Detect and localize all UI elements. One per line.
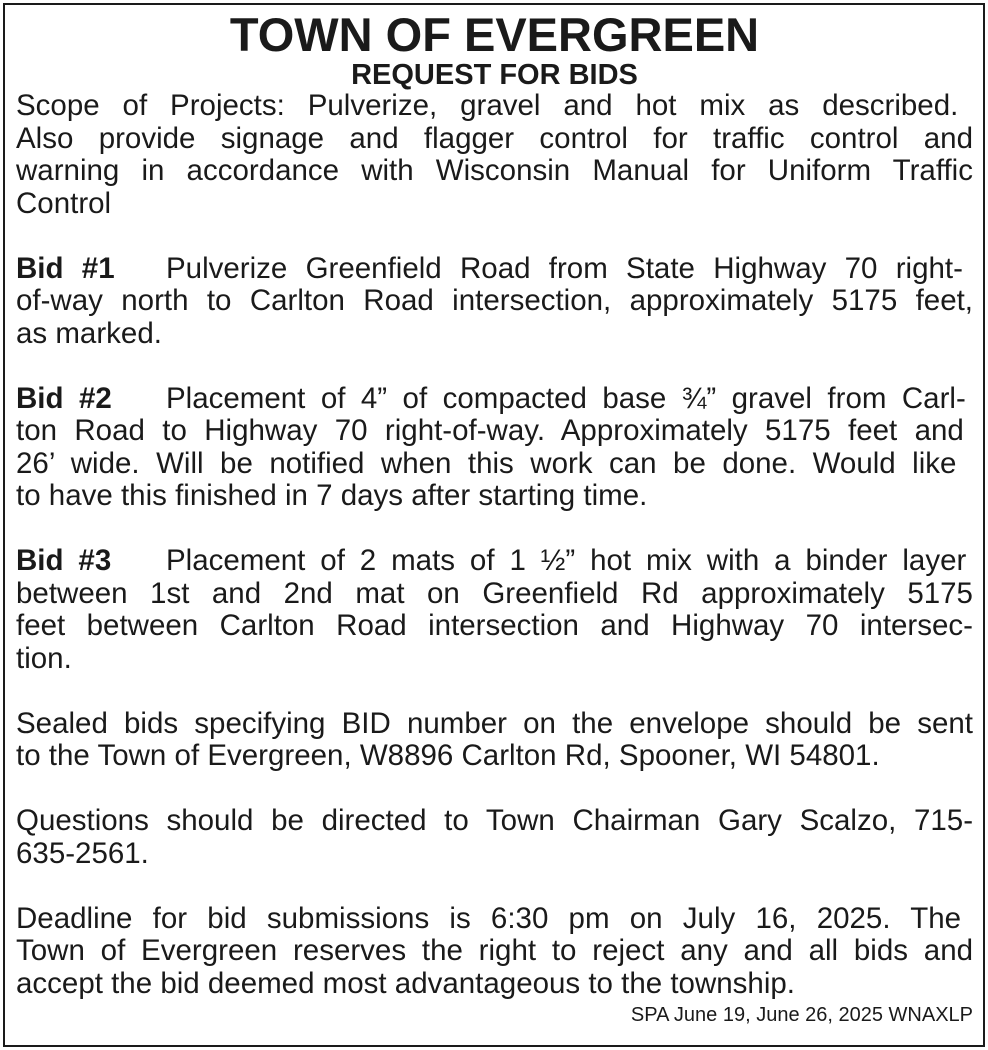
deadline-paragraph — [16, 903, 973, 1001]
scope-line: warning in accordance with Wisconsin Manual for Uniform Traffic — [16, 154, 973, 187]
publication-footer: SPA June 19, June 26, 2025 WNAXLP — [630, 1004, 973, 1026]
bid-3-line: feet between Carlton Road intersection and Highway 70 intersec- — [16, 609, 973, 642]
bid-2-line: ton Road to Highway 70 right-of-way. Approximately 5175 feet and — [16, 414, 964, 447]
bid-2-first-line — [16, 383, 973, 416]
bid-3-line: tion. — [16, 641, 72, 675]
bid-1-line: as marked. — [16, 316, 162, 350]
bid-1-text: Pulverize Greenfield Road from State Highway 70 right- — [166, 251, 963, 285]
bid-1-first-line — [16, 253, 973, 286]
bid-1-line: of-way north to Carlton Road intersection, approximately 5175 feet, — [16, 284, 973, 317]
bid-2-line: to have this finished in 7 days after starting time. — [16, 479, 648, 512]
paragraph-gap — [16, 870, 973, 903]
scope-line: Also provide signage and flagger control for traffic control and — [16, 121, 973, 155]
bid-2-line: 26’ wide. Will be notified when this work can be done. Would like — [16, 446, 957, 480]
scope-paragraph — [16, 90, 973, 220]
bid-1-label: Bid #1 — [16, 251, 115, 285]
bid-2-label: Bid #2 — [16, 381, 112, 415]
questions-paragraph — [16, 805, 973, 870]
questions-line: 635-2561. — [16, 836, 149, 870]
paragraph-gap — [16, 773, 973, 806]
bid-2-paragraph — [16, 383, 973, 513]
scope-line: Control — [16, 186, 112, 220]
scope-line: Scope of Projects: Pulverize, gravel and hot mix as described. — [16, 89, 959, 122]
paragraph-gap — [16, 675, 973, 708]
bid-3-text: Placement of 2 mats of 1 ½” hot mix with a binder layer — [166, 544, 967, 577]
sealed-bids-line: to the Town of Evergreen, W8896 Carlton Rd, Spooner, WI 54801. — [16, 739, 880, 772]
sealed-bids-paragraph — [16, 708, 973, 773]
bid-3-first-line — [16, 545, 973, 578]
bid-3-paragraph — [16, 545, 973, 675]
paragraph-gap — [16, 513, 973, 546]
notice-title: TOWN OF EVERGREEN — [229, 8, 760, 61]
questions-line: Questions should be directed to Town Chairman Gary Scalzo, 715- — [16, 804, 974, 837]
notice-subtitle: REQUEST FOR BIDS — [351, 59, 638, 91]
deadline-line: accept the bid deemed most advantageous to the township. — [16, 966, 795, 1000]
sealed-bids-line: Sealed bids specifying BID number on the envelope should be sent — [16, 706, 973, 740]
bid-3-label: Bid #3 — [16, 544, 112, 577]
bid-2-text: Placement of 4” of compacted base ¾” gravel from Carl- — [166, 381, 966, 415]
bid-1-paragraph — [16, 253, 973, 351]
paragraph-gap — [16, 220, 973, 253]
paragraph-gap — [16, 350, 973, 383]
deadline-line: Town of Evergreen reserves the right to reject any and all bids and — [16, 934, 974, 967]
bid-3-line: between 1st and 2nd mat on Greenfield Rd approximately 5175 — [16, 576, 973, 610]
deadline-line: Deadline for bid submissions is 6:30 pm on July 16, 2025. The — [16, 901, 962, 935]
legal-notice — [3, 3, 985, 1047]
